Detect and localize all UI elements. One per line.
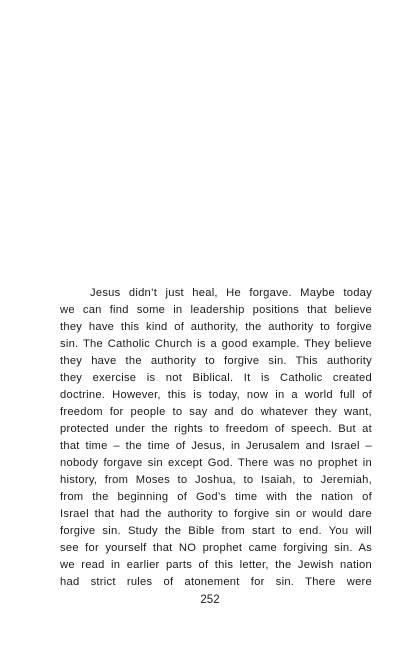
body-paragraph [60, 285, 372, 591]
text-line: they have the authority to forgive sin. This authority [60, 355, 372, 367]
text-line: forgive sin. Study the Bible from start to end. You will [60, 525, 372, 537]
text-line: doctrine. However, this is today, now in a world full of [60, 389, 372, 401]
text-line: protected under the rights to freedom of speech. But at [60, 423, 372, 435]
text-line: they exercise is not Biblical. It is Catholic created [60, 372, 372, 384]
text-line: freedom for people to say and do whatever they want, [60, 406, 372, 418]
text-line: Jesus didn’t just heal, He forgave. Maybe today [90, 287, 372, 299]
text-line: see for yourself that NO prophet came forgiving sin. As [60, 542, 372, 554]
text-line: we read in earlier parts of this letter, the Jewish nation [60, 559, 372, 571]
text-line: that time – the time of Jesus, in Jerusalem and Israel – [60, 440, 372, 452]
text-line: we can find some in leadership positions that believe [60, 304, 372, 316]
text-line: nobody forgave sin except God. There was no prophet in [60, 457, 372, 469]
text-line: they have this kind of authority, the authority to forgive [60, 321, 372, 333]
page-number: 252 [200, 594, 220, 606]
text-line: had strict rules of atonement for sin. There were [60, 576, 372, 588]
text-line: Israel that had the authority to forgive sin or would dare [60, 508, 372, 520]
text-line: sin. The Catholic Church is a good example. They believe [60, 338, 372, 350]
text-line: from the beginning of God’s time with the nation of [60, 491, 372, 503]
text-line: history, from Moses to Joshua, to Isaiah, to Jeremiah, [60, 474, 372, 486]
